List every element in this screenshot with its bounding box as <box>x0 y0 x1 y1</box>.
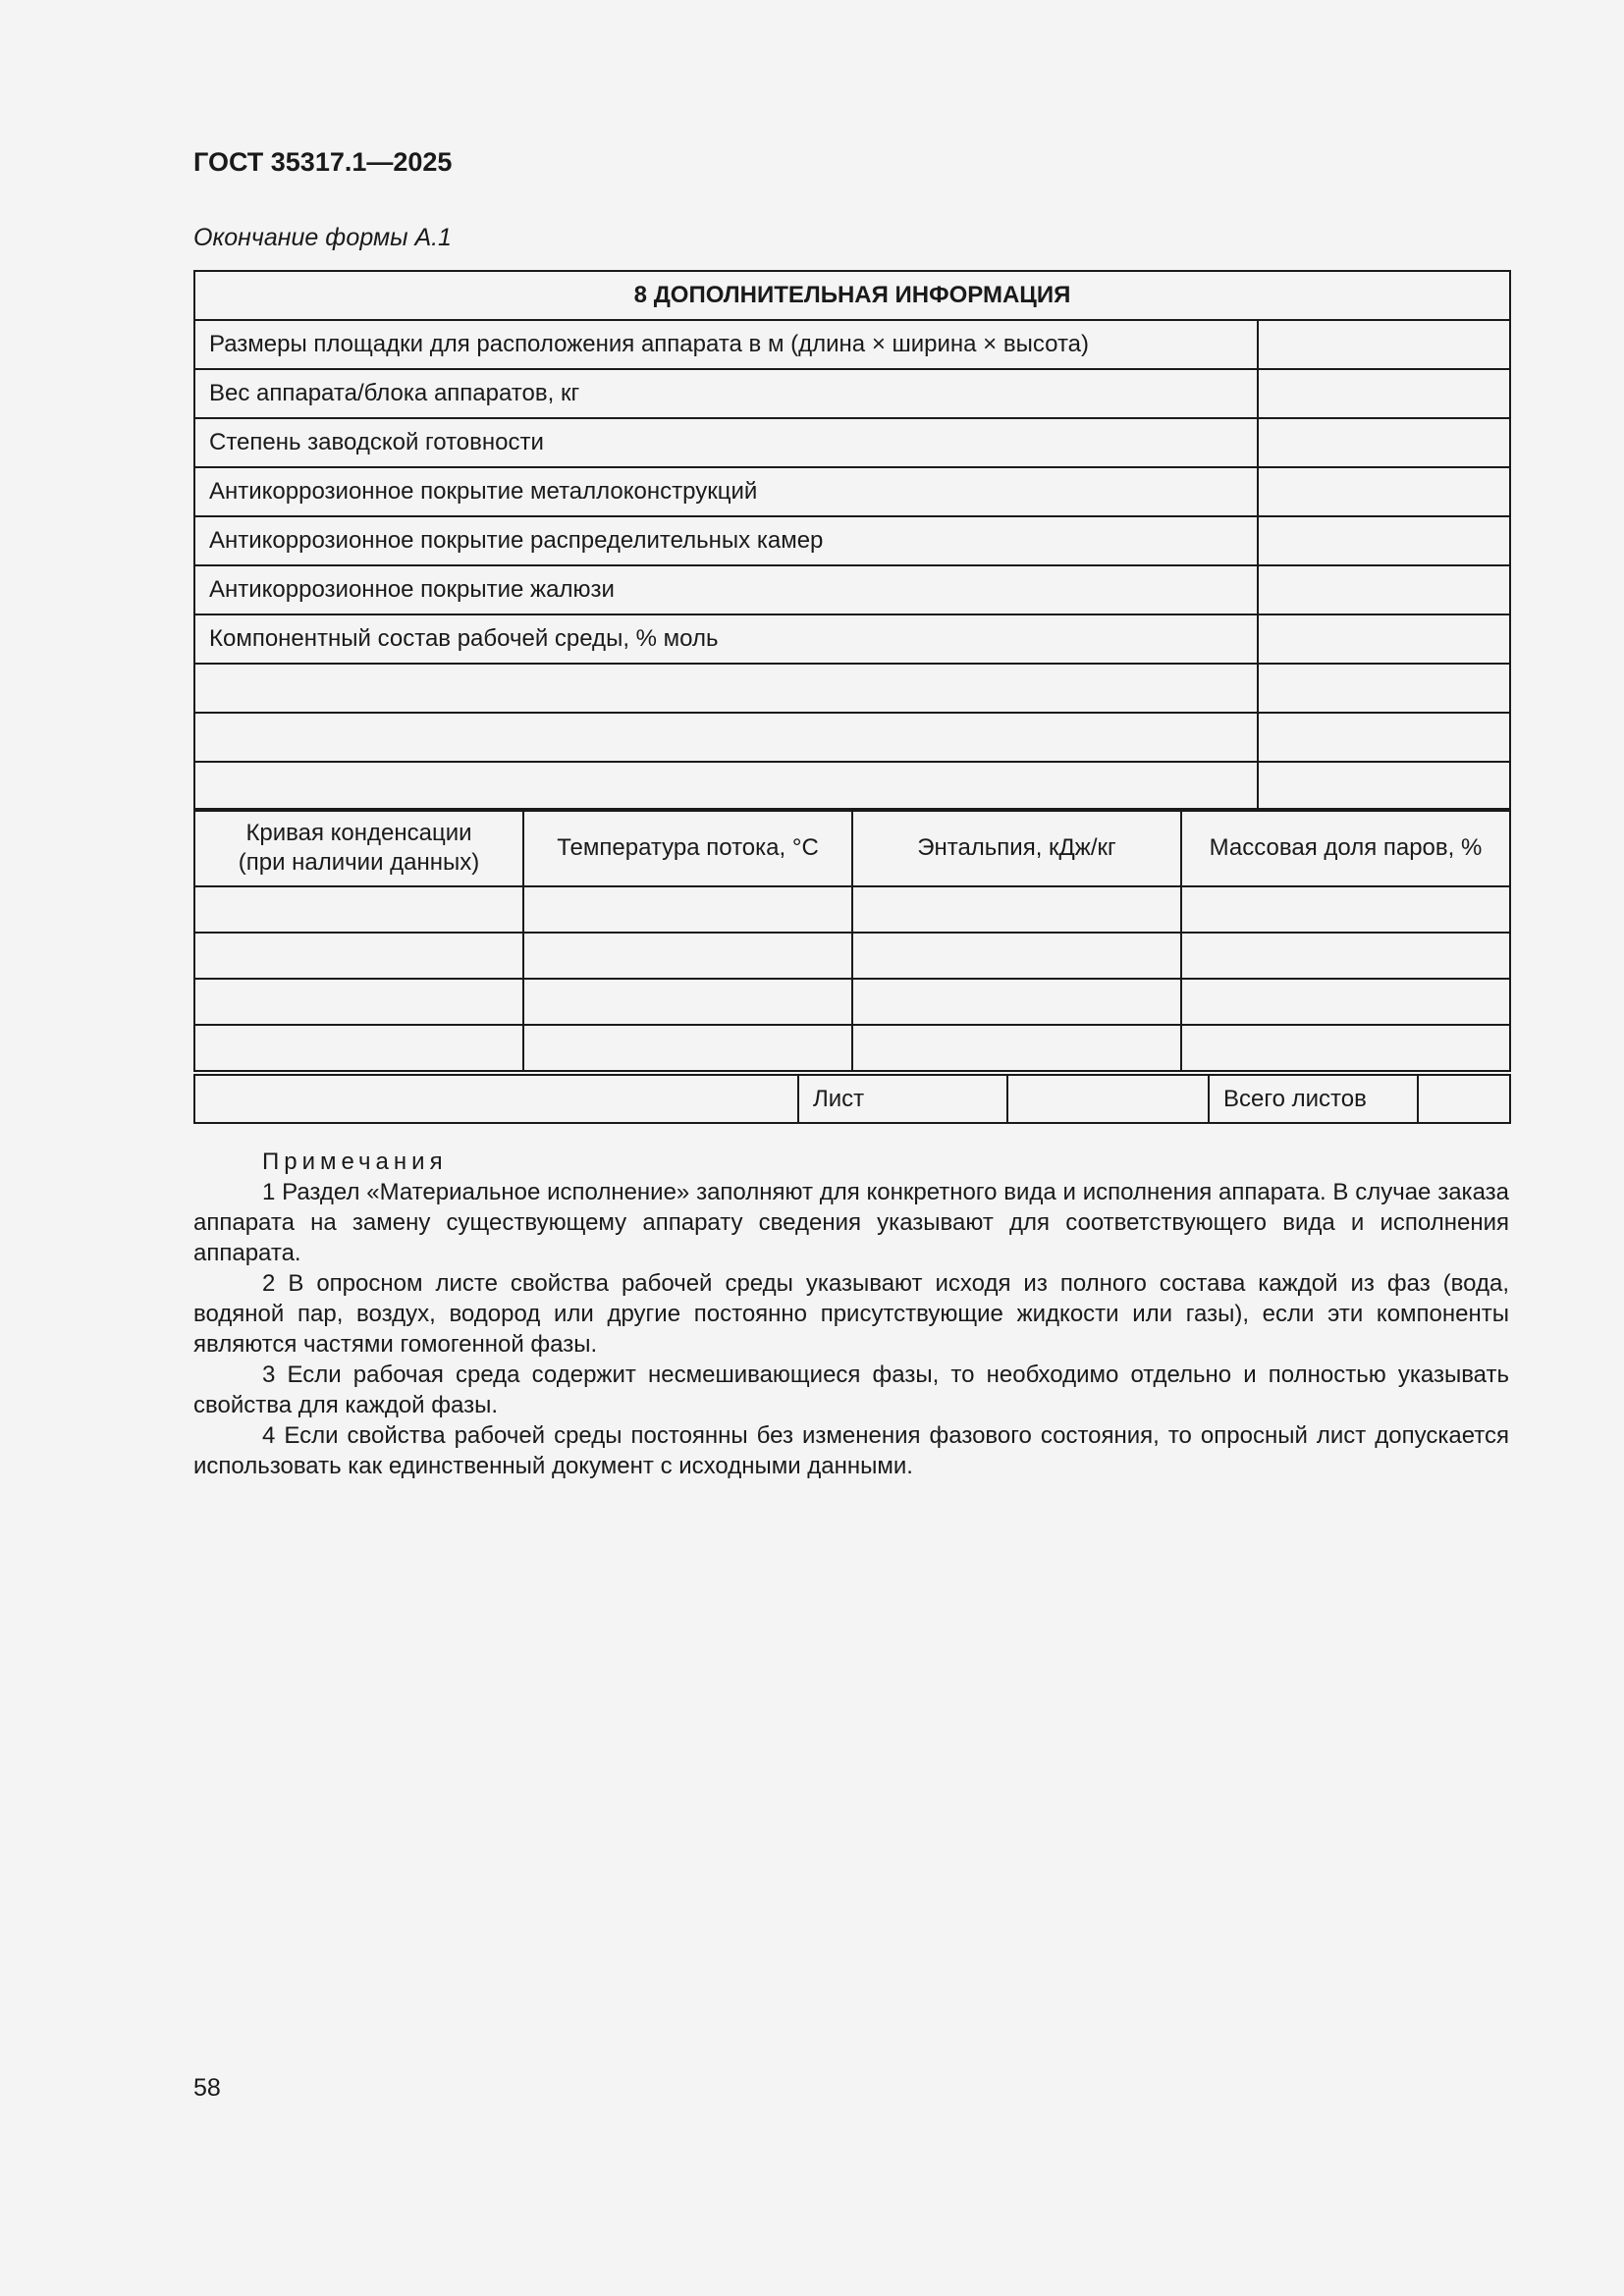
table-cell[interactable] <box>523 979 852 1025</box>
header-condensation-curve-line2: (при наличии данных) <box>238 848 480 876</box>
value-cell[interactable] <box>1258 418 1510 467</box>
table-row <box>194 320 1510 369</box>
header-enthalpy: Энтальпия, кДж/кг <box>852 809 1181 886</box>
value-cell[interactable] <box>1258 664 1510 713</box>
row-label[interactable] <box>194 664 1258 713</box>
form-caption: Окончание формы А.1 <box>193 224 452 251</box>
table-cell[interactable] <box>852 979 1181 1025</box>
table-cell[interactable] <box>194 933 523 979</box>
table-cell[interactable] <box>1181 886 1510 933</box>
value-cell[interactable] <box>1258 369 1510 418</box>
table-row <box>194 516 1510 565</box>
note-item: 1 Раздел «Материальное исполнение» заполняют для конкретного вида и исполнения аппарата. В случае заказа аппарата на замену существующему аппарату сведения указывают для соответствующего вида и исполнения аппарата. <box>193 1179 1509 1266</box>
value-cell[interactable] <box>1258 713 1510 762</box>
table-row <box>194 467 1510 516</box>
table-cell[interactable] <box>194 886 523 933</box>
row-label: Вес аппарата/блока аппаратов, кг <box>194 369 1258 418</box>
header-condensation-curve <box>194 809 523 886</box>
row-label[interactable] <box>194 713 1258 762</box>
row-label: Степень заводской готовности <box>194 418 1258 467</box>
table-row <box>194 762 1510 811</box>
note-item: 4 Если свойства рабочей среды постоянны без изменения фазового состояния, то опросный лист допускается использовать как единственный документ с исходными данными. <box>193 1422 1509 1479</box>
additional-info-table <box>193 270 1511 812</box>
row-label: Антикоррозионное покрытие металлоконструкций <box>194 467 1258 516</box>
table-cell[interactable] <box>1181 933 1510 979</box>
table-cell[interactable] <box>523 933 852 979</box>
table-row <box>194 664 1510 713</box>
table-cell[interactable] <box>852 886 1181 933</box>
header-row <box>194 809 1510 886</box>
table-row <box>194 565 1510 614</box>
total-sheets-field[interactable] <box>1418 1075 1510 1123</box>
note-item: 3 Если рабочая среда содержит несмешивающиеся фазы, то необходимо отдельно и полностью указывать свойства для каждой фазы. <box>193 1362 1509 1418</box>
value-cell[interactable] <box>1258 614 1510 664</box>
table-row <box>194 1025 1510 1071</box>
table-cell[interactable] <box>194 979 523 1025</box>
blank-cell <box>194 1075 798 1123</box>
value-cell[interactable] <box>1258 467 1510 516</box>
value-cell[interactable] <box>1258 565 1510 614</box>
table-row <box>194 979 1510 1025</box>
page-number: 58 <box>193 2074 221 2102</box>
table-cell[interactable] <box>523 1025 852 1071</box>
row-label: Антикоррозионное покрытие распределительных камер <box>194 516 1258 565</box>
row-label[interactable] <box>194 762 1258 811</box>
header-vapor-mass-fraction: Массовая доля паров, % <box>1181 809 1510 886</box>
row-label: Размеры площадки для расположения аппарата в м (длина × ширина × высота) <box>194 320 1258 369</box>
value-cell[interactable] <box>1258 320 1510 369</box>
table-cell[interactable] <box>1181 1025 1510 1071</box>
section-title: 8 ДОПОЛНИТЕЛЬНАЯ ИНФОРМАЦИЯ <box>194 271 1510 320</box>
header-flow-temperature: Температура потока, °С <box>523 809 852 886</box>
table-row <box>194 933 1510 979</box>
document-code: ГОСТ 35317.1—2025 <box>193 147 453 177</box>
value-cell[interactable] <box>1258 516 1510 565</box>
table-cell[interactable] <box>852 1025 1181 1071</box>
table-cell[interactable] <box>523 886 852 933</box>
notes-title: Примечания <box>262 1148 448 1175</box>
sheet-footer-table <box>193 1074 1511 1124</box>
table-row <box>194 369 1510 418</box>
table-row <box>194 614 1510 664</box>
sheet-label: Лист <box>798 1075 1007 1123</box>
note-item: 2 В опросном листе свойства рабочей среды указывают исходя из полного состава каждой из фаз (вода, водяной пар, воздух, водород или другие постоянно присутствующие жидкости или газы), если эти компоненты являются частями гомогенной фазы. <box>193 1270 1509 1358</box>
table-cell[interactable] <box>1181 979 1510 1025</box>
section-header-row <box>194 271 1510 320</box>
notes-block <box>193 1147 1509 1481</box>
table-row <box>194 713 1510 762</box>
header-condensation-curve-line1: Кривая конденсации <box>245 819 472 846</box>
table-row <box>194 418 1510 467</box>
value-cell[interactable] <box>1258 762 1510 811</box>
row-label: Антикоррозионное покрытие жалюзи <box>194 565 1258 614</box>
table-cell[interactable] <box>194 1025 523 1071</box>
sheet-number-field[interactable] <box>1007 1075 1209 1123</box>
table-row <box>194 886 1510 933</box>
total-sheets-label: Всего листов <box>1209 1075 1418 1123</box>
sheet-footer-row <box>194 1075 1510 1123</box>
table-cell[interactable] <box>852 933 1181 979</box>
row-label: Компонентный состав рабочей среды, % моль <box>194 614 1258 664</box>
condensation-curve-table <box>193 808 1511 1072</box>
